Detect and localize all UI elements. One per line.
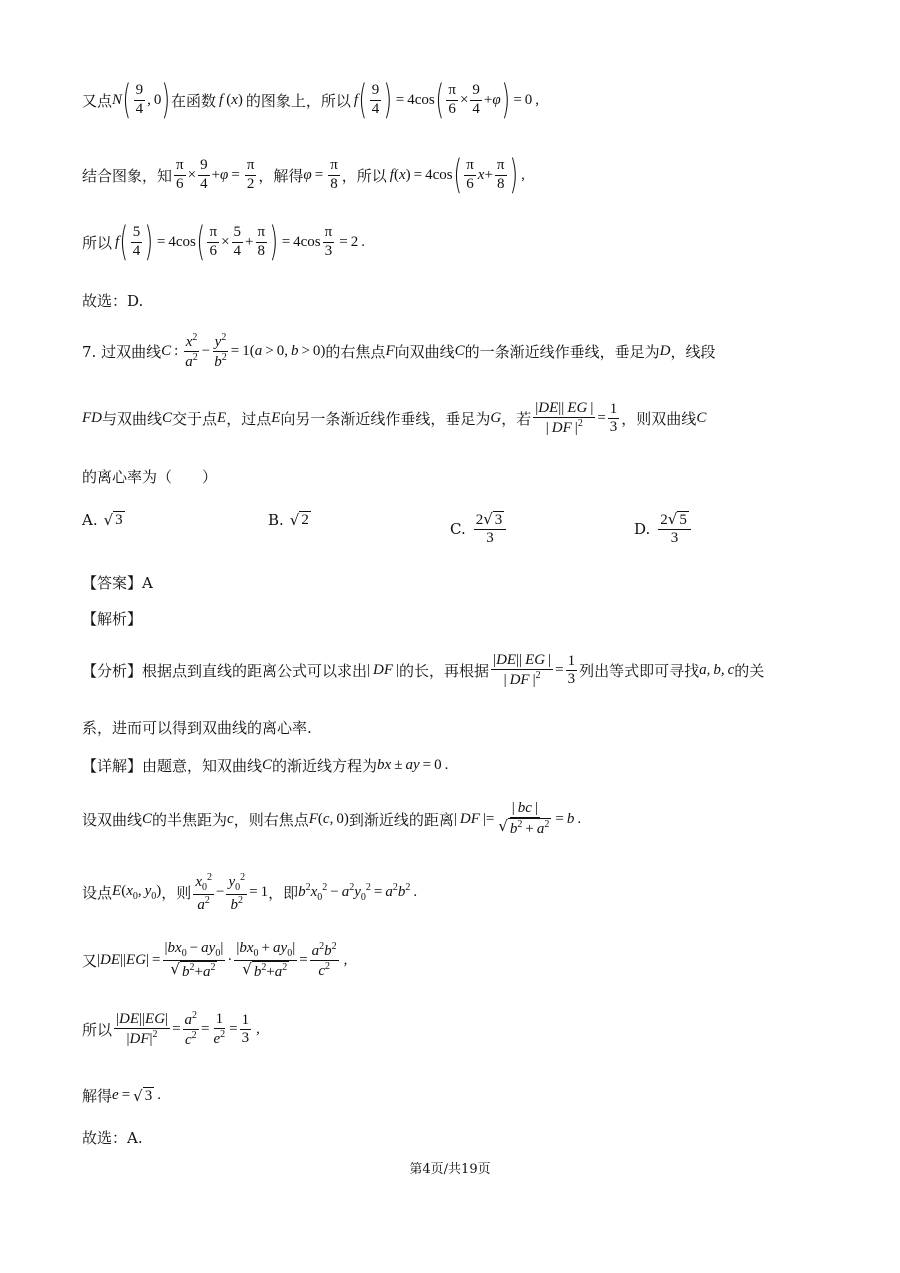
text: 故选：D. — [82, 292, 144, 310]
detail-line-5: 所以 $\frac{|DE||EG|}{|DF|^2}$ = $\frac{a^2}{c^2}$ = $\frac{1}{e^2}$ = $\frac{1}{3}$ , — [82, 1010, 260, 1049]
text: 的图象上，所以 — [245, 91, 351, 110]
option-b[interactable]: B. √ 2 — [268, 511, 309, 529]
option-label: A. — [82, 511, 98, 529]
text: ，则 — [161, 884, 192, 903]
text: 故选：A. — [82, 1129, 143, 1147]
question-7-line-3 — [82, 466, 217, 487]
detail-line-3: 设点 $E(x_0$, $y_0$) ，则 $\frac{x_0^2}{a^2}$ − $\frac{y_0^2}{b^2}$ = 1 ，即 $b^2x_0^2 - a^2y_0^2 = a^2b^2$ . — [82, 872, 418, 913]
analysis-heading — [82, 608, 142, 629]
detail-line-4: 又 |DE||EG| = $|bx_0 - ay_0|$ √ $b^2+a^2$ · $|bx_0 + ay_0|$ √ $b^2+a^2$ = $\frac{a^2b^2}{c^2}$ , — [82, 940, 348, 980]
math: f — [216, 91, 227, 108]
text: ，则双曲线 — [621, 410, 697, 429]
text: 的渐近线方程为 — [272, 757, 378, 775]
text: ，解得 — [258, 166, 304, 185]
text: ，即 — [268, 884, 299, 903]
answer — [82, 572, 153, 593]
analysis-line-2 — [82, 717, 312, 738]
line-2: 结合图象，知 $\frac{\pi}{6}$ × $\frac{9}{4}$ + φ = $\frac{\pi}{2}$ ，解得 φ = $\frac{\pi}{8}$ ，所以 f ( x ) = 4cos ( $\frac{\pi}{6}$ x + $\frac{\pi}{8}$ ) , — [82, 152, 525, 198]
line-1: 又点 N ( $\frac{9}{4}$ , 0 ) 在函数 f ( x ) 的图象上，所以 f ( $\frac{9}{4}$ ) = 4cos ( $\frac{\pi}{6}$ × $\frac{9}{4}$ + φ ) = 0 , — [82, 77, 540, 123]
text: 的关 — [734, 662, 765, 681]
text: 的右焦点 — [325, 343, 386, 362]
text: 【答案】A — [82, 574, 153, 592]
text: 的长，再根据 — [399, 662, 490, 681]
text: 的半焦距为 — [152, 810, 228, 829]
detail-line-2: 设双曲线 C 的半焦距为 c ，则右焦点 F(c, 0) 到渐近线的距离 | DF |= | bc | √ $b^2 + a^2$ = b . — [82, 800, 582, 838]
option-label: C. — [450, 520, 466, 539]
text: ，则右焦点 — [233, 810, 309, 829]
analysis-line-1: 【分析】根据点到直线的距离公式可以求出 | DF | 的长，再根据 $\frac{|DE|| EG |}{| DF |^2}$ = $\frac{1}{3}$ 列出等式即可寻找 a, b, c 的关 — [82, 652, 765, 689]
text: 系，进而可以得到双曲线的离心率. — [82, 719, 312, 737]
line-4 — [82, 290, 143, 311]
option-a[interactable]: A. √ 3 — [82, 511, 123, 529]
option-value: 3 — [115, 512, 123, 528]
text: 结合图象，知 — [82, 166, 173, 185]
detail-line-6: 解得 e = √ 3 . — [82, 1086, 161, 1105]
fraction: $\frac{9}{4}$ — [135, 82, 144, 117]
text: 向另一条渐近线作垂线，垂足为 — [280, 410, 491, 429]
line-3: 所以 f ( $\frac{5}{4}$ ) = 4cos ( $\frac{\pi}{6}$ × $\frac{5}{4}$ + $\frac{\pi}{8}$ ) = 4cos $\frac{\pi}{3}$ = 2 . — [82, 219, 365, 265]
text: 在函数 — [171, 91, 217, 110]
text: 【分析】根据点到直线的距离公式可以求出 — [82, 662, 368, 681]
option-d[interactable]: D. 2 √ 5 3 — [634, 511, 693, 548]
text: 的一条渐近线作垂线，垂足为 — [464, 343, 660, 362]
text: 解得 — [82, 1087, 113, 1105]
text: 又 — [82, 951, 98, 970]
text: ，线段 — [670, 343, 716, 362]
text: ，若 — [501, 410, 532, 429]
text: ，所以 — [341, 166, 387, 185]
text: 向双曲线 — [394, 343, 455, 362]
option-label: D. — [634, 520, 651, 539]
text: 设双曲线 — [82, 810, 143, 829]
text: 所以 — [82, 233, 113, 252]
text: 【详解】由题意，知双曲线 — [82, 757, 263, 775]
text: 所以 — [82, 1021, 113, 1040]
text: 的离心率为（ ） — [82, 468, 218, 486]
text: 7. 过双曲线 — [82, 343, 162, 362]
text: 【解析】 — [82, 610, 143, 628]
text: 与双曲线 — [102, 410, 163, 429]
question-7-line-1: 7. 过双曲线 C : $\frac{x^2}{a^2}$ − $\frac{y^2}{b^2}$ = 1(a > 0, b > 0) 的右焦点 F 向双曲线 C 的一条渐近线作垂线，垂足为 D ，线段 — [82, 332, 716, 371]
option-label: B. — [268, 511, 284, 529]
text: 列出等式即可寻找 — [579, 662, 700, 681]
text: 到渐近线的距离 — [348, 810, 454, 829]
question-7-line-2: FD 与双曲线 C 交于点 E ，过点 E 向另一条渐近线作垂线，垂足为 G ，若 $\frac{|DE|| EG |}{| DF |^2}$ = $\frac{1}{3}$ ，则双曲线 C — [82, 400, 707, 437]
text: 交于点 — [172, 410, 218, 429]
text: ，过点 — [226, 410, 272, 429]
text: 又点 — [82, 91, 113, 110]
detail-line-7 — [82, 1127, 143, 1148]
option-c[interactable]: C. 2 √ 3 3 — [450, 511, 508, 548]
detail-line-1: 【详解】由题意，知双曲线 C 的渐近线方程为 bx ± ay = 0 . — [82, 757, 449, 775]
math: N — [112, 91, 123, 108]
text: 设点 — [82, 884, 113, 903]
page-footer: 第4页/共19页 — [409, 1162, 491, 1177]
